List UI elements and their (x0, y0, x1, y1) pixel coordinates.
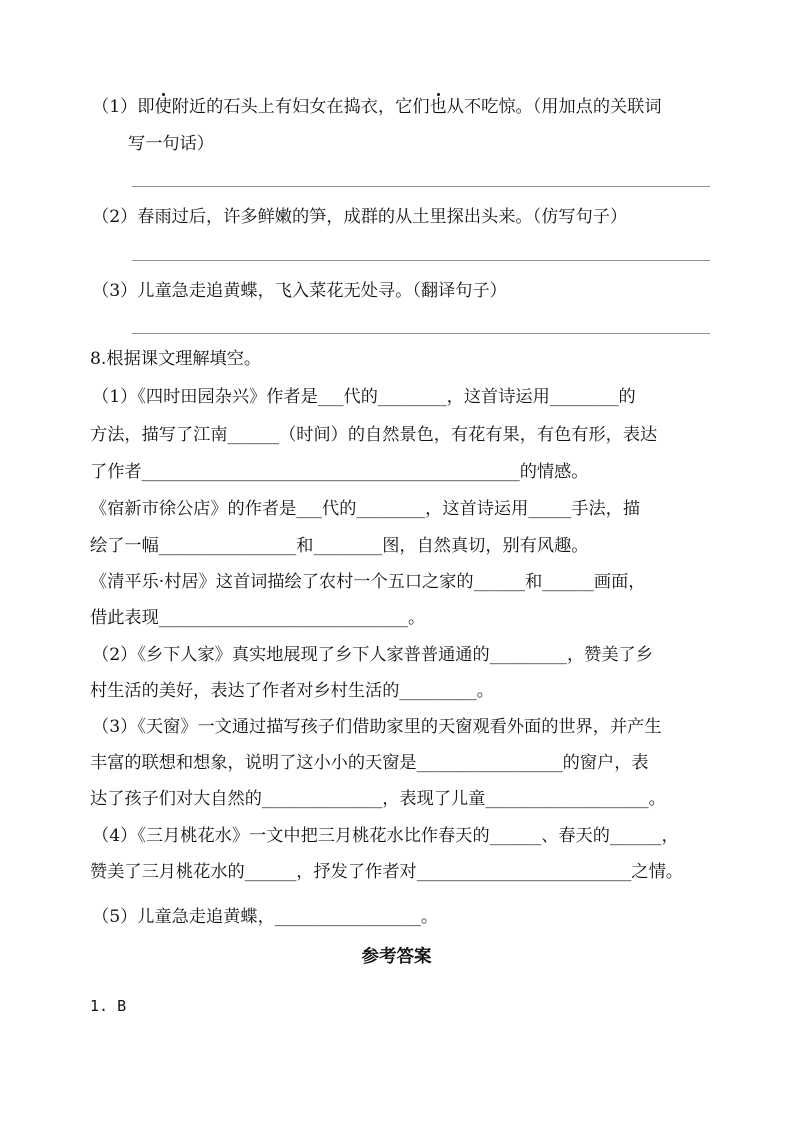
q7-item1-line1 (92, 96, 662, 118)
q8-line-11: 丰富的联想和想象，说明了这小小的天窗是_________________的窗户，表 (90, 753, 649, 773)
q8-line-7: 借此表现_____________________________。 (90, 608, 426, 628)
q7-item1-text-b: 附近的石头上有妇女在捣衣，它们 (171, 97, 430, 117)
q8-line-5: 绘了一幅________________和________图，自然真切，别有风趣。 (90, 536, 589, 556)
q8-line-6: 《清平乐·村居》这首词描绘了农村一个五口之家的______和______画面， (90, 572, 646, 592)
q8-line-8: （2）《乡下人家》真实地展现了乡下人家普普通通的_________，赞美了乡 (92, 645, 653, 665)
q8-line-1: （1）《四时田园杂兴》作者是___代的________，这首诗运用________的 (92, 387, 636, 407)
emphasis-dot-char-ye: 也 (429, 97, 447, 117)
answer-line-3[interactable] (132, 333, 710, 334)
answer-line-1[interactable] (132, 186, 710, 187)
q7-item1-text-a: 即 (137, 97, 155, 117)
q8-line-2: 方法，描写了江南______（时间）的自然景色，有花有果，有色有形，表达 (90, 425, 658, 445)
q7-item1-number: （1） (92, 97, 138, 117)
q8-line-15: （5）儿童急走追黄蝶，_________________。 (92, 907, 439, 927)
emphasis-dot-char-shi: 使 (154, 97, 172, 117)
q8-line-4: 《宿新市徐公店》的作者是___代的________，这首诗运用_____手法，描 (90, 499, 641, 519)
q8-line-3: 了作者____________________________________________的情感。 (90, 462, 589, 482)
answer-line-2[interactable] (132, 260, 710, 261)
q7-item1-text-c: 从不吃惊。（用加点的关联词 (446, 97, 662, 117)
q7-item1-line2: 写一句话） (128, 134, 214, 154)
answer-key-title: 参考答案 (361, 947, 432, 967)
q8-line-12: 达了孩子们对大自然的______________，表现了儿童___________________。 (90, 789, 666, 809)
q8-line-9: 村生活的美好，表达了作者对乡村生活的_________。 (90, 681, 494, 701)
q7-item3: （3）儿童急走追黄蝶，飞入菜花无处寻。（翻译句子） (92, 281, 507, 301)
answer-1: 1. B (90, 997, 127, 1015)
q7-item2: （2）春雨过后，许多鲜嫩的笋，成群的从土里探出头来。（仿写句子） (92, 207, 628, 227)
q8-line-14: 赞美了三月桃花水的______，抒发了作者对_________________________之情。 (90, 862, 683, 882)
q8-line-13: （4）《三月桃花水》一文中把三月桃花水比作春天的______、春天的______， (92, 826, 679, 846)
q8-heading: 8.根据课文理解填空。 (90, 349, 262, 369)
q8-line-10: （3）《天窗》一文通过描写孩子们借助家里的天窗观看外面的世界，并产生 (92, 717, 662, 737)
